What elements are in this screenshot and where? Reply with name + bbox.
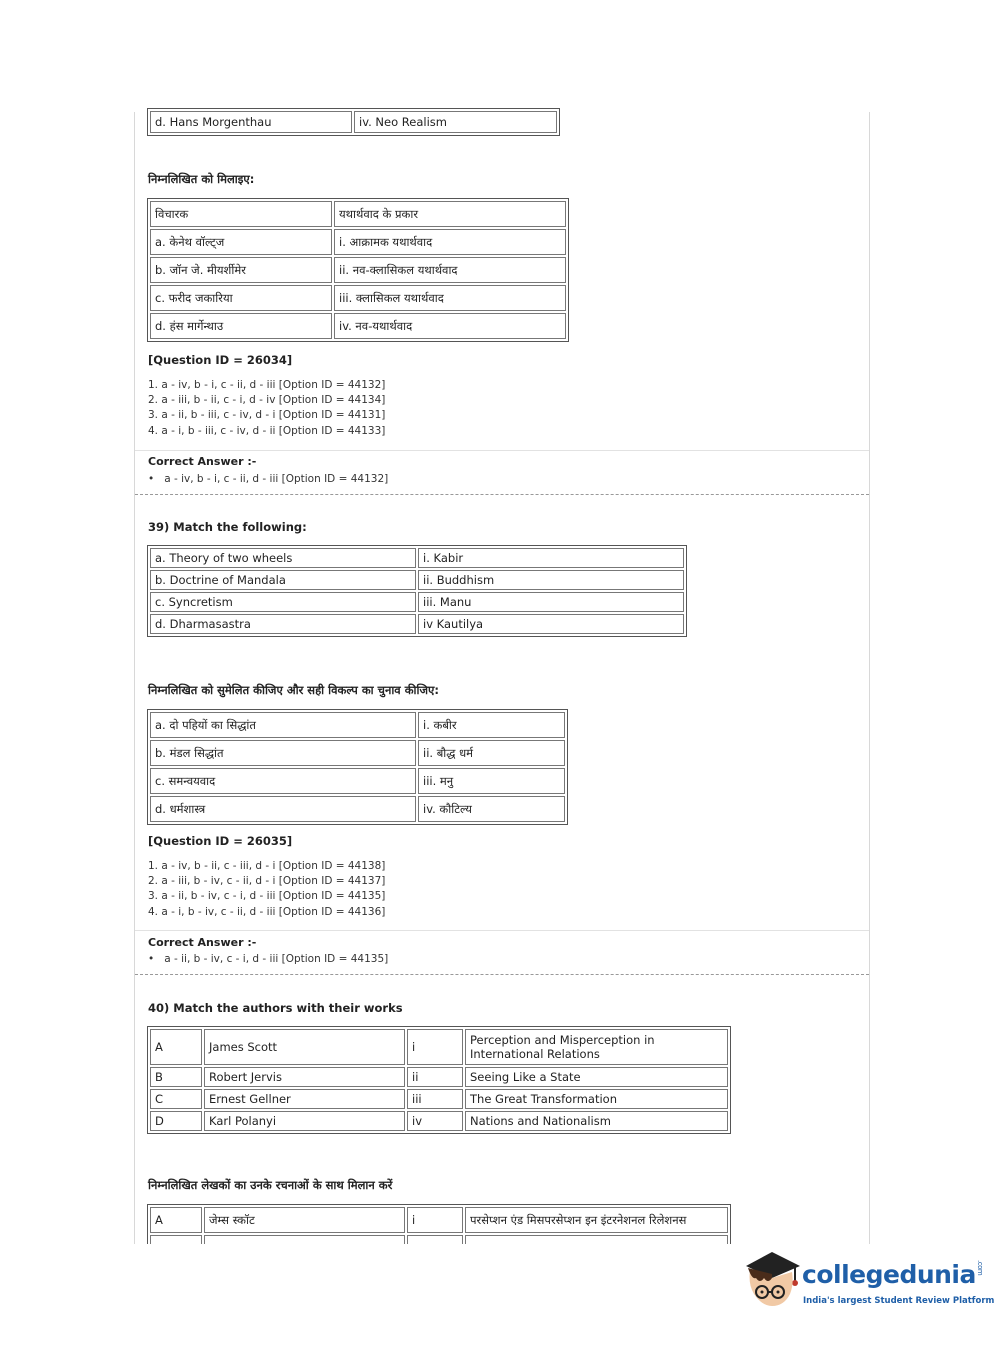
- q39-correct-answer-text: a - ii, b - iv, c - i, d - iii [Option ID = 44135]: [164, 953, 389, 965]
- q40-cell: C: [150, 1089, 202, 1109]
- q38-hindi-cell: c. फरीद जकारिया: [150, 285, 332, 311]
- q40-cell: D: [150, 1111, 202, 1131]
- separator: [135, 930, 869, 931]
- q40-cell: The Great Transformation: [465, 1089, 728, 1109]
- q39-english-table: [147, 545, 687, 637]
- q39-correct-answer: [148, 953, 388, 965]
- bullet-icon: •: [148, 473, 155, 485]
- q40-cell: Robert Jervis: [204, 1067, 405, 1087]
- q38-option: 3. a - ii, b - iii, c - iv, d - i [Option ID = 44131]: [148, 409, 386, 422]
- q39-hindi-cell: iv. कौटिल्य: [418, 796, 565, 822]
- q38-row-d-thinker: d. Hans Morgenthau: [150, 111, 352, 133]
- q40-cell: i: [407, 1029, 463, 1065]
- q38-hindi-cell: iv. नव-यथार्थवाद: [334, 313, 566, 339]
- q38-hindi-cell: ii. नव-क्लासिकल यथार्थवाद: [334, 257, 566, 283]
- q39-correct-answer-label: Correct Answer :-: [148, 936, 257, 949]
- question-separator: [135, 974, 869, 975]
- brand-tagline: India's largest Student Review Platform: [803, 1296, 995, 1306]
- brand-name: collegedunia: [802, 1260, 976, 1289]
- q39-cell: ii. Buddhism: [418, 570, 684, 590]
- q39-cell: b. Doctrine of Mandala: [150, 570, 416, 590]
- q40-hindi-cell: A: [150, 1207, 202, 1233]
- q38-hindi-cell: b. जॉन जे. मीयर्शीमेर: [150, 257, 332, 283]
- q39-option: 4. a - i, b - iv, c - ii, d - iii [Option ID = 44136]: [148, 905, 386, 918]
- q38-option: 1. a - iv, b - i, c - ii, d - iii [Option ID = 44132]: [148, 379, 386, 391]
- q39-hindi-cell: ii. बौद्ध धर्म: [418, 740, 565, 766]
- separator: [135, 450, 869, 451]
- q40-hindi-cell: जेम्स स्कॉट: [204, 1207, 405, 1233]
- q39-cell: iii. Manu: [418, 592, 684, 612]
- q40-hindi-cell: परसेप्शन एंड मिसपरसेप्शन इन इंटरनेशनल रिलेशनस: [465, 1207, 728, 1233]
- brand-suffix: .com: [975, 1260, 984, 1276]
- q40-cell: James Scott: [204, 1029, 405, 1065]
- q40-hindi-table-clip: [147, 1204, 869, 1244]
- q39-option: 1. a - iv, b - ii, c - iii, d - i [Option ID = 44138]: [148, 860, 386, 872]
- q38-question-id: [Question ID = 26034]: [148, 353, 293, 367]
- bullet-icon: •: [148, 953, 155, 965]
- q39-hindi-cell: i. कबीर: [418, 712, 565, 738]
- q38-hindi-header-type: यथार्थवाद के प्रकार: [334, 201, 566, 227]
- q39-hindi-cell: iii. मनु: [418, 768, 565, 794]
- q39-question-id: [Question ID = 26035]: [148, 834, 293, 848]
- q40-cell: Karl Polanyi: [204, 1111, 405, 1131]
- question-separator: [135, 494, 869, 495]
- q40-cell: A: [150, 1029, 202, 1065]
- q40-hindi-cell: i: [407, 1207, 463, 1233]
- q40-cell: Ernest Gellner: [204, 1089, 405, 1109]
- q38-option: 4. a - i, b - iii, c - iv, d - ii [Option ID = 44133]: [148, 424, 386, 437]
- q39-option: 3. a - ii, b - iv, c - i, d - iii [Option ID = 44135]: [148, 890, 386, 903]
- q39-options-list: [148, 859, 385, 920]
- q38-hindi-cell: d. हंस मार्गेन्थाउ: [150, 313, 332, 339]
- q39-hindi-heading: निम्नलिखित को सुमेलित कीजिए और सही विकल्प का चुनाव कीजिए:: [148, 683, 439, 697]
- q38-correct-answer-text: a - iv, b - i, c - ii, d - iii [Option ID = 44132]: [164, 473, 389, 485]
- q39-cell: iv Kautilya: [418, 614, 684, 634]
- q39-hindi-cell: b. मंडल सिद्धांत: [150, 740, 416, 766]
- q38-hindi-header-thinker: विचारक: [150, 201, 332, 227]
- q40-cell: Perception and Misperception in International Relations: [465, 1029, 728, 1065]
- q40-cell: Seeing Like a State: [465, 1067, 728, 1087]
- q39-cell: a. Theory of two wheels: [150, 548, 416, 568]
- q40-heading: 40) Match the authors with their works: [148, 1001, 403, 1015]
- q39-cell: c. Syncretism: [150, 592, 416, 612]
- q38-hindi-cell: iii. क्लासिकल यथार्थवाद: [334, 285, 566, 311]
- q40-cell: Nations and Nationalism: [465, 1111, 728, 1131]
- q38-hindi-table: [147, 198, 569, 342]
- q39-cell: d. Dharmasastra: [150, 614, 416, 634]
- page-content-frame: [134, 112, 870, 1244]
- q39-hindi-cell: a. दो पहियों का सिद्धांत: [150, 712, 416, 738]
- q38-row-d-type: iv. Neo Realism: [354, 111, 557, 133]
- q39-hindi-cell: d. धर्मशास्त्र: [150, 796, 416, 822]
- q39-heading: 39) Match the following:: [148, 520, 307, 534]
- q40-cell: ii: [407, 1067, 463, 1087]
- q40-cell: B: [150, 1067, 202, 1087]
- q40-hindi-table: [147, 1204, 731, 1244]
- q40-hindi-heading: निम्नलिखित लेखकों का उनके रचनाओं के साथ मिलान करें: [148, 1178, 393, 1192]
- q38-hindi-cell: i. आक्रामक यथार्थवाद: [334, 229, 566, 255]
- q38-hindi-cell: a. केनेथ वॉल्ट्ज: [150, 229, 332, 255]
- q38-correct-answer: [148, 473, 388, 485]
- q38-hindi-heading: निम्नलिखित को मिलाइए:: [148, 172, 255, 186]
- collegedunia-logo[interactable]: [742, 1250, 995, 1314]
- q38-option: 2. a - iii, b - ii, c - i, d - iv [Option ID = 44134]: [148, 394, 386, 407]
- q40-cell: iv: [407, 1111, 463, 1131]
- q38-correct-answer-label: Correct Answer :-: [148, 455, 257, 468]
- mascot-icon: [742, 1250, 802, 1312]
- q40-cell: iii: [407, 1089, 463, 1109]
- q38-english-table-tail: [147, 108, 560, 136]
- q38-options-list: [148, 378, 385, 439]
- q39-option: 2. a - iii, b - iv, c - ii, d - i [Option ID = 44137]: [148, 875, 386, 888]
- q39-cell: i. Kabir: [418, 548, 684, 568]
- q39-hindi-table: [147, 709, 568, 825]
- q39-hindi-cell: c. समन्वयवाद: [150, 768, 416, 794]
- q40-english-table: [147, 1026, 731, 1134]
